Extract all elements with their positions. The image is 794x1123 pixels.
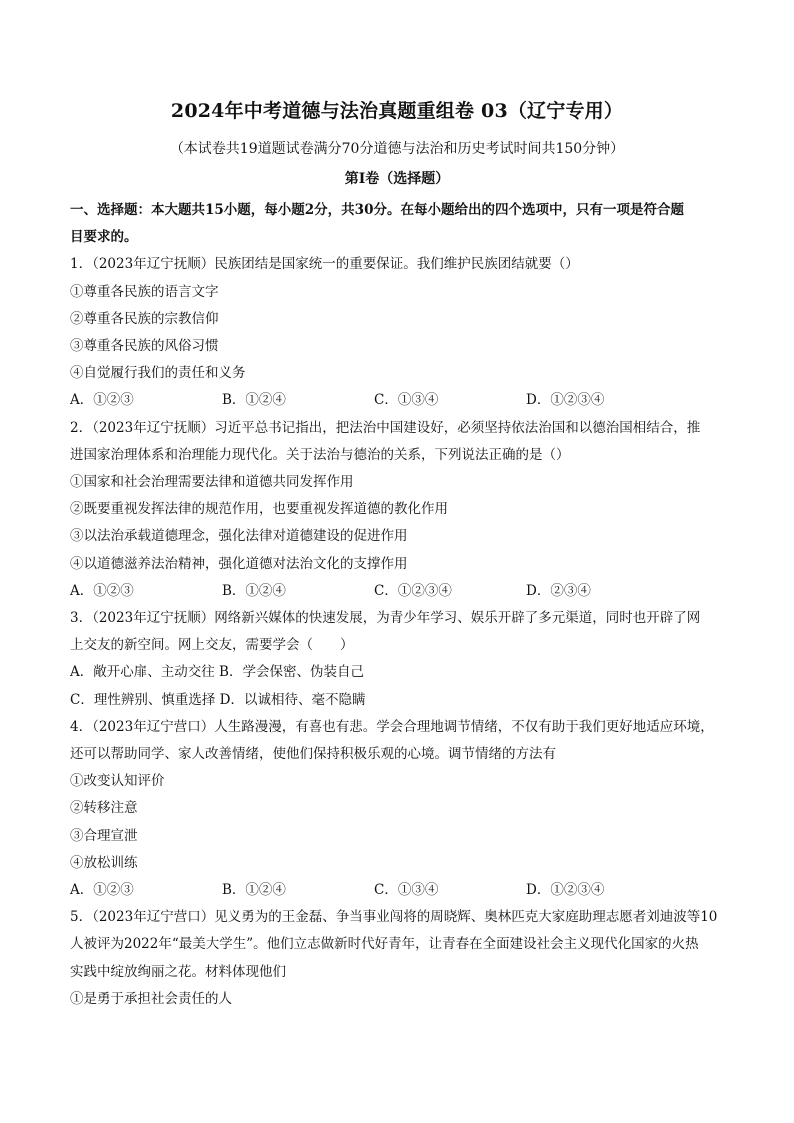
question-3-stem-line-1: 3．（2023年辽宁抚顺）网络新兴媒体的快速发展，为青少年学习、娱乐开辟了多元渠道，同时也开辟了网 [70, 610, 701, 627]
question-1-stem: 1．（2023年辽宁抚顺）民族团结是国家统一的重要保证。我们维护民族团结就要（） [70, 256, 579, 273]
question-5-stem-line-1: 5．（2023年辽宁营口）见义勇为的王金磊、争当事业闯将的周晓辉、奥林匹克大家庭助理志愿者刘迪波等10 [70, 909, 718, 926]
question-4-stem-line-1: 4．（2023年辽宁营口）人生路漫漫，有喜也有悲。学会合理地调节情绪，不仅有助于我们更好地适应环境， [70, 718, 714, 735]
question-4-stem-line-2: 还可以帮助同学、家人改善情绪，使他们保持积极乐观的心境。调节情绪的方法有 [70, 746, 556, 763]
instructions-line-2: 目要求的。 [70, 229, 138, 246]
question-3-options-line-1: A．敞开心扉、主动交往 B．学会保密、伪装自己 [70, 664, 364, 681]
option-b: B．①②④ [222, 882, 286, 899]
question-3-stem-line-2: 上交友的新空间。网上交友，需要学会（ ） [70, 637, 354, 654]
question-2-stem-line-2: 进国家治理体系和治理能力现代化。关于法治与德治的关系，下列说法正确的是（） [70, 446, 570, 463]
option-a: A．①②③ [70, 882, 134, 899]
question-3-options-line-2: C．理性辨别、慎重选择 D．以诚相待、毫不隐瞒 [70, 691, 366, 708]
instructions-line-1: 一、选择题：本大题共15小题，每小题2分，共30分。在每小题给出的四个选项中，只有一项是符合题 [70, 202, 684, 218]
question-1-item: ④自觉履行我们的责任和义务 [70, 365, 246, 382]
option-a: A．①②③ [70, 392, 134, 409]
question-body [70, 197, 724, 1013]
question-1-item: ①尊重各民族的语言文字 [70, 283, 219, 300]
question-2-stem-line-1: 2．（2023年辽宁抚顺）习近平总书记指出，把法治中国建设好，必须坚持依法治国和以德治国相结合，推 [70, 419, 701, 436]
option-d: D．①②③④ [526, 882, 605, 899]
question-5-stem-line-3: 实践中绽放绚丽之花。材料体现他们 [70, 963, 286, 980]
question-4-options [70, 877, 724, 904]
question-1-options [70, 387, 724, 414]
question-4-item: ②转移注意 [70, 800, 138, 817]
option-b: B．①②④ [222, 582, 286, 599]
question-2-item: ②既要重视发挥法律的规范作用，也要重视发挥道德的教化作用 [70, 501, 448, 518]
option-c: C．①③④ [374, 392, 439, 409]
option-a: A．①②③ [70, 582, 134, 599]
question-1-item: ③尊重各民族的风俗习惯 [70, 338, 219, 355]
question-5-item: ①是勇于承担社会责任的人 [70, 990, 232, 1007]
exam-title: 2024年中考道德与法治真题重组卷 03（辽宁专用） [170, 100, 624, 122]
question-5-stem-line-2: 人被评为2022年“最美大学生”。他们立志做新时代好青年，让青春在全面建设社会主义现代化国家的火热 [70, 936, 699, 953]
question-2-options [70, 578, 724, 605]
question-4-item: ③合理宣泄 [70, 827, 138, 844]
question-4-item: ①改变认知评价 [70, 773, 165, 790]
option-d: D．①②③④ [526, 392, 605, 409]
question-2-item: ④以道德滋养法治精神，强化道德对法治文化的支撑作用 [70, 555, 408, 572]
option-c: C．①②③④ [374, 582, 452, 599]
option-d: D．②③④ [526, 582, 591, 599]
question-4-item: ④放松训练 [70, 854, 138, 871]
question-2-item: ①国家和社会治理需要法律和道德共同发挥作用 [70, 474, 354, 491]
question-1-item: ②尊重各民族的宗教信仰 [70, 310, 219, 327]
option-c: C．①③④ [374, 882, 439, 899]
section-heading: 第Ⅰ卷（选择题） [344, 171, 450, 187]
option-b: B．①②④ [222, 392, 286, 409]
question-2-item: ③以法治承载道德理念，强化法律对道德建设的促进作用 [70, 528, 408, 545]
exam-subtitle: （本试卷共19道题试卷满分70分道德与法治和历史考试时间共150分钟） [169, 141, 625, 157]
